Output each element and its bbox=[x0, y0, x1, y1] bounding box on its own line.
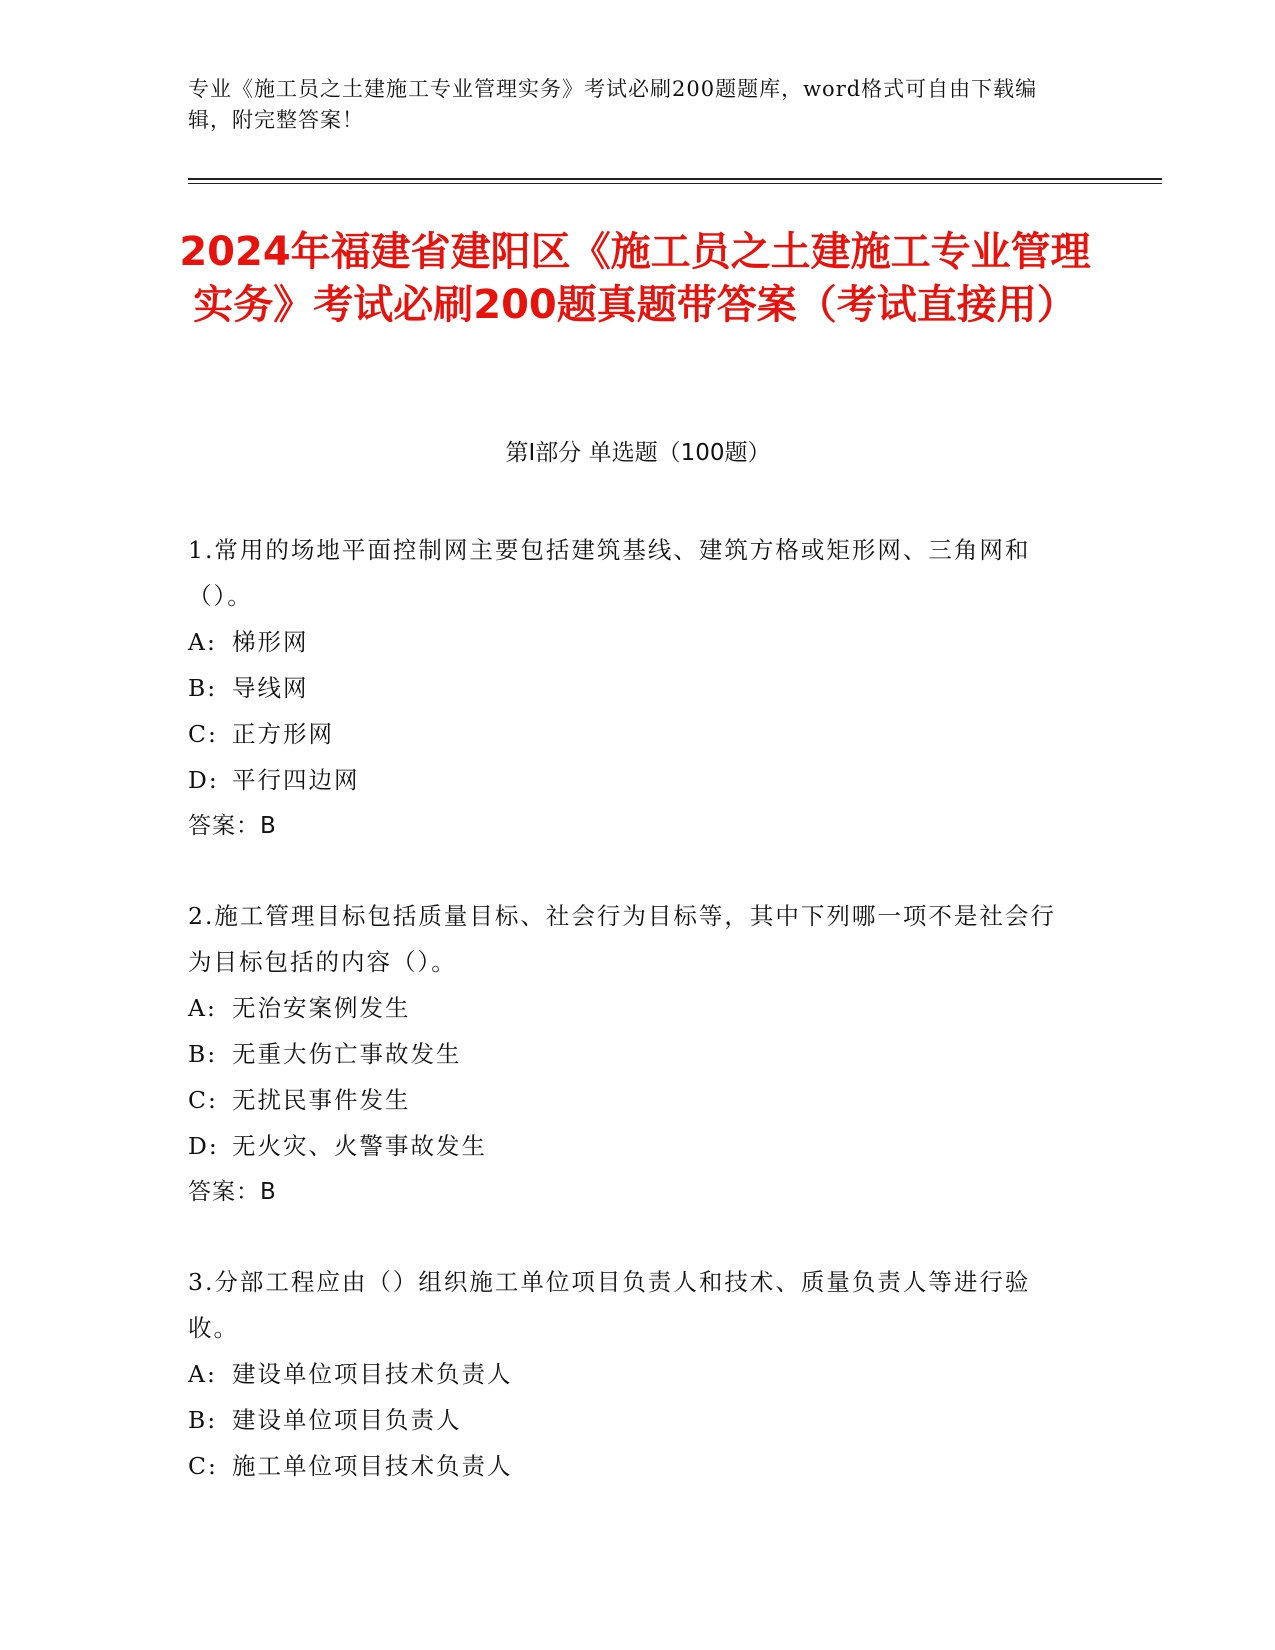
question-1 bbox=[188, 527, 1078, 849]
option-text: 梯形网 bbox=[232, 628, 309, 656]
option-b bbox=[188, 1397, 1078, 1443]
option-text: 无治安案例发生 bbox=[232, 994, 411, 1022]
question-2 bbox=[188, 893, 1078, 1215]
header-divider-thick bbox=[188, 178, 1162, 180]
option-letter: A: bbox=[188, 1360, 217, 1388]
option-letter: B: bbox=[188, 1406, 218, 1434]
option-text: 无扰民事件发生 bbox=[232, 1086, 411, 1114]
option-letter: B: bbox=[188, 1040, 218, 1068]
option-b bbox=[188, 1031, 1078, 1077]
option-text: 施工单位项目技术负责人 bbox=[232, 1452, 513, 1480]
header-note: 专业《施工员之土建施工专业管理实务》考试必刷200题题库，word格式可自由下载编辑，附完整答案！ bbox=[188, 77, 1038, 132]
option-text: 平行四边网 bbox=[232, 766, 360, 794]
question-3 bbox=[188, 1259, 1078, 1489]
answer-line: 答案：B bbox=[188, 813, 277, 839]
header-divider-thin bbox=[188, 183, 1162, 184]
question-stem: 3.分部工程应由（）组织施工单位项目负责人和技术、质量负责人等进行验收。 bbox=[188, 1268, 1031, 1342]
question-stem: 2.施工管理目标包括质量目标、社会行为目标等，其中下列哪一项不是社会行为目标包括的内容（）。 bbox=[188, 902, 1056, 976]
option-c bbox=[188, 1077, 1078, 1123]
option-text: 建设单位项目技术负责人 bbox=[232, 1360, 513, 1388]
option-c bbox=[188, 1443, 1078, 1489]
document-title: 2024年福建省建阳区《施工员之土建施工专业管理实务》考试必刷200题真题带答案（考试直接用） bbox=[179, 229, 1091, 328]
option-text: 导线网 bbox=[232, 674, 309, 702]
answer-line: 答案：B bbox=[188, 1179, 277, 1205]
option-text: 无重大伤亡事故发生 bbox=[232, 1040, 462, 1068]
section-title: 第Ⅰ部分 单选题（100题） bbox=[505, 440, 771, 466]
option-letter: A: bbox=[188, 628, 217, 656]
question-stem: 1.常用的场地平面控制网主要包括建筑基线、建筑方格或矩形网、三角网和（）。 bbox=[188, 536, 1031, 610]
option-a bbox=[188, 619, 1078, 665]
option-letter: C: bbox=[188, 1086, 218, 1114]
option-c bbox=[188, 711, 1078, 757]
option-letter: D: bbox=[188, 1132, 219, 1160]
option-letter: C: bbox=[188, 720, 218, 748]
option-b bbox=[188, 665, 1078, 711]
option-letter: D: bbox=[188, 766, 219, 794]
option-d bbox=[188, 757, 1078, 803]
question-list bbox=[188, 527, 1078, 1533]
option-text: 正方形网 bbox=[232, 720, 334, 748]
option-text: 建设单位项目负责人 bbox=[232, 1406, 462, 1434]
option-letter: C: bbox=[188, 1452, 218, 1480]
option-text: 无火灾、火警事故发生 bbox=[232, 1132, 487, 1160]
option-a bbox=[188, 985, 1078, 1031]
option-a bbox=[188, 1351, 1078, 1397]
option-d bbox=[188, 1123, 1078, 1169]
option-letter: A: bbox=[188, 994, 217, 1022]
option-letter: B: bbox=[188, 674, 218, 702]
